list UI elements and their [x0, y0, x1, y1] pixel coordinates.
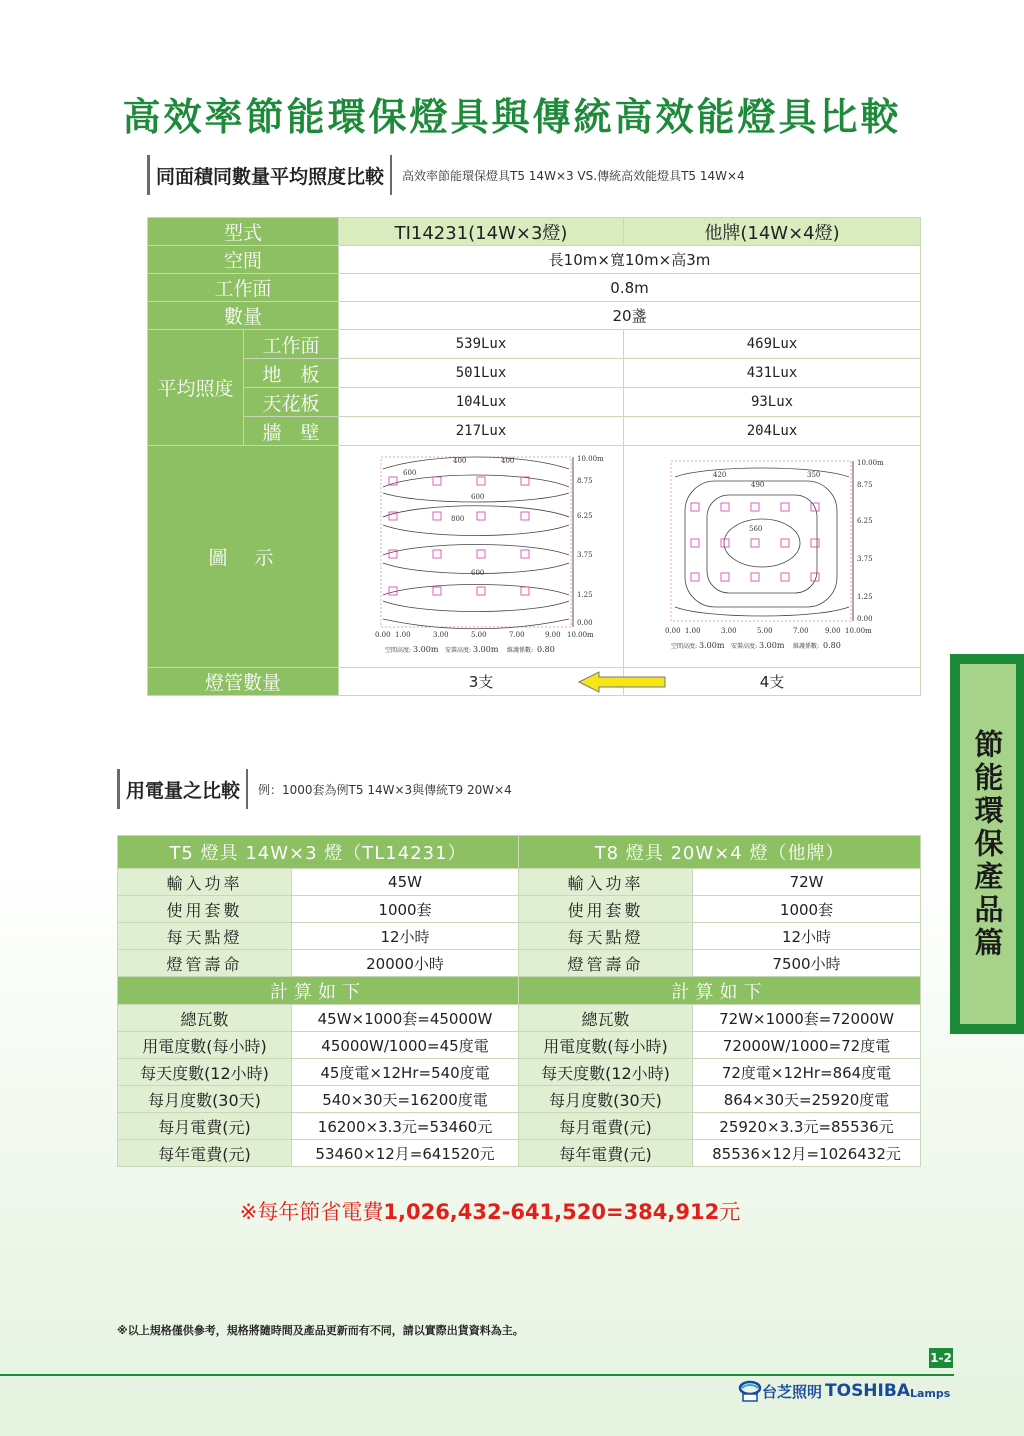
table-row: [118, 896, 921, 923]
table-row: [148, 274, 921, 302]
saving-prefix: ※每年節省電費: [239, 1200, 384, 1224]
tube-count-a-value: 3支: [468, 673, 494, 691]
table-row: [118, 1005, 921, 1032]
calc-label: 每年電費(元): [118, 1140, 292, 1167]
calc-label: 每天度數(12小時): [519, 1059, 693, 1086]
diagram-cell-b: [624, 446, 921, 668]
calc-label: 用電度數(每小時): [118, 1032, 292, 1059]
table-row: [118, 977, 921, 1005]
workplane-value: 0.8m: [339, 274, 921, 302]
table-row: [148, 446, 921, 668]
table-row: [148, 388, 921, 417]
calc-value-a: 45W×1000套=45000W: [292, 1005, 519, 1032]
x-tick: 1.00: [395, 631, 411, 639]
table-row: [118, 950, 921, 977]
sub-label: 天花板: [244, 388, 339, 417]
x-tick: 5.00: [757, 627, 773, 635]
x-tick: 10.00m: [567, 631, 594, 639]
row-label: 數量: [148, 302, 339, 330]
caption-part: 安裝高度:: [445, 647, 472, 654]
calc-label: 總瓦數: [519, 1005, 693, 1032]
section-note: 高效率節能環保燈具T5 14W×3 VS.傳統高效能燈具T5 14W×4: [402, 168, 745, 183]
x-tick: 7.00: [793, 627, 809, 635]
value-b: 93Lux: [624, 388, 921, 417]
page-title: 高效率節能環保燈具與傳統高效能燈具比較: [122, 95, 902, 139]
caption-part: 3.00m: [699, 641, 725, 650]
y-tick: 8.75: [857, 481, 873, 489]
y-tick: 0.00: [857, 615, 873, 623]
table-row: [148, 302, 921, 330]
caption-part: 空間高度:: [385, 647, 412, 654]
caption-part: 3.00m: [759, 641, 785, 650]
t5-header: T5 燈具 14W×3 燈（TL14231）: [118, 836, 519, 869]
y-tick: 6.25: [857, 517, 873, 525]
value-a: 501Lux: [339, 359, 624, 388]
spec-value-b: 7500小時: [693, 950, 921, 977]
section-separator: [390, 155, 392, 195]
table-row: [148, 417, 921, 446]
spec-label: 輸入功率: [519, 869, 693, 896]
calc-value-a: 45度電×12Hr=540度電: [292, 1059, 519, 1086]
y-tick: 1.25: [857, 593, 873, 601]
value-b: 431Lux: [624, 359, 921, 388]
sub-label: 工作面: [244, 330, 339, 359]
section-header-power: [117, 769, 512, 809]
calc-value-a: 45000W/1000=45度電: [292, 1032, 519, 1059]
calc-label: 每月電費(元): [118, 1113, 292, 1140]
y-tick: 0.00: [577, 619, 593, 627]
caption-part: 3.00m: [473, 645, 499, 654]
value-b: 469Lux: [624, 330, 921, 359]
contour-label: 350: [807, 471, 821, 479]
caption-part: 空間高度:: [671, 643, 698, 650]
calc-label: 每月度數(30天): [519, 1086, 693, 1113]
brand-logo-icon: [738, 1380, 762, 1402]
brand-logo: [738, 1380, 950, 1402]
table-row: [118, 1032, 921, 1059]
caption-part: 維護係數:: [793, 643, 820, 650]
table-row: [118, 1059, 921, 1086]
spec-label: 使用套數: [118, 896, 292, 923]
quantity-value: 20盞: [339, 302, 921, 330]
x-tick: 7.00: [509, 631, 525, 639]
contour-label: 800: [451, 515, 465, 523]
x-tick: 0.00: [375, 631, 391, 639]
contour-label: 420: [713, 471, 727, 479]
calc-label: 每月電費(元): [519, 1113, 693, 1140]
section-header-illuminance: [147, 155, 745, 195]
spec-value-a: 12小時: [292, 923, 519, 950]
caption-part: 0.80: [823, 641, 841, 650]
calc-label: 每月度數(30天): [118, 1086, 292, 1113]
spec-value-a: 45W: [292, 869, 519, 896]
x-tick: 9.00: [825, 627, 841, 635]
footer-divider: [0, 1374, 954, 1376]
arrow-left-icon: [577, 671, 667, 693]
calc-value-b: 72000W/1000=72度電: [693, 1032, 921, 1059]
row-label: 燈管數量: [148, 668, 339, 696]
calc-value-b: 72度電×12Hr=864度電: [693, 1059, 921, 1086]
spec-value-a: 20000小時: [292, 950, 519, 977]
calc-value-a: 16200×3.3元=53460元: [292, 1113, 519, 1140]
sub-label: 地 板: [244, 359, 339, 388]
spec-label: 每天點燈: [519, 923, 693, 950]
caption-part: 維護係數:: [507, 647, 534, 654]
caption-part: 3.00m: [413, 645, 439, 654]
value-a: 104Lux: [339, 388, 624, 417]
table-row: [118, 1113, 921, 1140]
diagram-label: 圖 示: [148, 446, 339, 668]
y-tick: 3.75: [577, 551, 593, 559]
calc-label: 用電度數(每小時): [519, 1032, 693, 1059]
brand-name-cn: 台芝照明: [762, 1382, 823, 1401]
table-row: [118, 923, 921, 950]
caption-part: 0.80: [537, 645, 555, 654]
value-b: 204Lux: [624, 417, 921, 446]
y-tick: 10.00m: [857, 459, 884, 467]
calc-label: 每天度數(12小時): [118, 1059, 292, 1086]
contour-label: 490: [751, 481, 765, 489]
contour-label: 400: [501, 457, 515, 465]
calc-header-a: 計算如下: [118, 977, 519, 1005]
calc-value-b: 864×30天=25920度電: [693, 1086, 921, 1113]
isolux-diagram-a: [341, 447, 621, 662]
calc-value-b: 72W×1000套=72000W: [693, 1005, 921, 1032]
brand-name-en: TOSHIBA: [825, 1381, 910, 1401]
section-title: 用電量之比較: [126, 779, 241, 802]
section-note: 例：1000套為例T5 14W×3與傳統T9 20W×4: [258, 782, 512, 797]
row-label: 工作面: [148, 274, 339, 302]
caption-part: 安裝高度:: [731, 643, 758, 650]
section-bar: [147, 155, 150, 195]
model-a-header: TI14231(14W×3燈): [339, 218, 624, 246]
spec-value-b: 12小時: [693, 923, 921, 950]
illuminance-table: [147, 217, 921, 696]
brand-name-lamps: Lamps: [909, 1387, 951, 1400]
value-a: 217Lux: [339, 417, 624, 446]
spec-value-b: 72W: [693, 869, 921, 896]
spec-label: 燈管壽命: [118, 950, 292, 977]
contour-label: 600: [471, 569, 485, 577]
section-title: 同面積同數量平均照度比較: [156, 165, 385, 188]
table-row: [118, 1140, 921, 1167]
x-tick: 1.00: [685, 627, 701, 635]
x-tick: 3.00: [433, 631, 449, 639]
space-value: 長10m×寬10m×高3m: [339, 246, 921, 274]
spec-value-b: 1000套: [693, 896, 921, 923]
calc-value-b: 25920×3.3元=85536元: [693, 1113, 921, 1140]
row-label: 空間: [148, 246, 339, 274]
calc-value-a: 53460×12月=641520元: [292, 1140, 519, 1167]
t8-header: T8 燈具 20W×4 燈（他牌）: [519, 836, 921, 869]
table-row: [118, 1086, 921, 1113]
y-tick: 6.25: [577, 512, 593, 520]
table-row: [148, 359, 921, 388]
y-tick: 10.00m: [577, 455, 604, 463]
calc-label: 總瓦數: [118, 1005, 292, 1032]
calc-value-a: 540×30天=16200度電: [292, 1086, 519, 1113]
x-tick: 9.00: [545, 631, 561, 639]
section-separator: [246, 769, 248, 809]
saving-suffix: 元: [719, 1200, 741, 1224]
model-b-header: 他牌(14W×4燈): [624, 218, 921, 246]
y-tick: 1.25: [577, 591, 593, 599]
spec-label: 使用套數: [519, 896, 693, 923]
value-a: 539Lux: [339, 330, 624, 359]
row-label: 型式: [148, 218, 339, 246]
x-tick: 3.00: [721, 627, 737, 635]
spec-label: 輸入功率: [118, 869, 292, 896]
spec-value-a: 1000套: [292, 896, 519, 923]
spec-label: 燈管壽命: [519, 950, 693, 977]
calc-label: 每年電費(元): [519, 1140, 693, 1167]
table-row: [118, 836, 921, 869]
isolux-diagram-b: [627, 447, 917, 662]
annual-saving: [0, 1196, 980, 1226]
page-number: 1-2: [929, 1348, 953, 1368]
side-tab-inner: [960, 664, 1016, 1024]
y-tick: 3.75: [857, 555, 873, 563]
saving-formula: 1,026,432-641,520=384,912: [383, 1200, 720, 1224]
side-tab-label: 節能環保產品篇: [970, 728, 1005, 960]
section-bar: [117, 769, 120, 809]
tube-count-a: [339, 668, 624, 696]
side-tab: [950, 654, 1024, 1034]
spec-label: 每天點燈: [118, 923, 292, 950]
contour-label: 560: [749, 525, 763, 533]
contour-label: 600: [403, 469, 417, 477]
x-tick: 0.00: [665, 627, 681, 635]
avg-illuminance-label: 平均照度: [148, 330, 244, 446]
power-table: [117, 835, 921, 1167]
calc-header-b: 計算如下: [519, 977, 921, 1005]
sub-label: 牆 壁: [244, 417, 339, 446]
footnote: ※以上規格僅供參考，規格將隨時間及產品更新而有不同，請以實際出貨資料為主。: [117, 1324, 524, 1337]
x-tick: 5.00: [471, 631, 487, 639]
calc-value-b: 85536×12月=1026432元: [693, 1140, 921, 1167]
tube-count-b: 4支: [624, 668, 921, 696]
table-row: [148, 246, 921, 274]
y-tick: 8.75: [577, 477, 593, 485]
contour-label: 400: [453, 457, 467, 465]
table-row: [118, 869, 921, 896]
x-tick: 10.00m: [845, 627, 872, 635]
table-row: [148, 330, 921, 359]
table-row: [148, 668, 921, 696]
contour-label: 600: [471, 493, 485, 501]
diagram-cell-a: [339, 446, 624, 668]
table-row: [148, 218, 921, 246]
